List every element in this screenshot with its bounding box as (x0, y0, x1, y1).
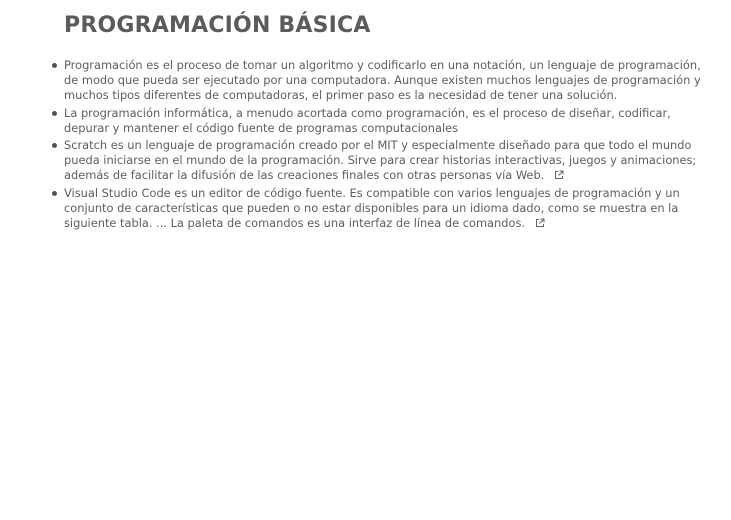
list-item-scratch (64, 138, 714, 184)
list-item-text: Visual Studio Code es un editor de código fuente. Es compatible con varios lenguajes de programación y un conjunto de características que pueden o no estar disponibles para un idioma dado, como se muestra en la siguiente tabla. ... La paleta de comandos es una interfaz de línea de comandos. (64, 185, 680, 231)
external-link-icon[interactable] (535, 218, 545, 228)
list-item-text: Scratch es un lenguaje de programación creado por el MIT y especialmente diseñado para que todo el mundo pueda iniciarse en el mundo de la programación. Sirve para crear historias interactivas, juegos y animaciones; además de facilitar la difusión de las creaciones finales con otras personas vía Web. (64, 138, 697, 183)
list-item-text: La programación informática, a menudo acortada como programación, es el proceso de diseñar, codificar, depurar y mantener el código fuente de programas computacionales (64, 105, 671, 135)
list-item-programacion (64, 58, 714, 104)
page-title: PROGRAMACIÓN BÁSICA (64, 13, 371, 38)
document-content (64, 10, 714, 233)
list-item-vscode (64, 186, 714, 232)
list-item-programacion-informatica (64, 106, 714, 136)
external-link-icon[interactable] (554, 170, 564, 180)
list-item-text: Programación es el proceso de tomar un algoritmo y codificarlo en una notación, un lenguaje de programación, de modo que pueda ser ejecutado por una computadora. Aunque existen muchos lenguajes de programación y muchos tipos diferentes de computadoras, el primer paso es la necesidad de tener una solución. (64, 58, 701, 103)
definition-list (64, 58, 714, 231)
